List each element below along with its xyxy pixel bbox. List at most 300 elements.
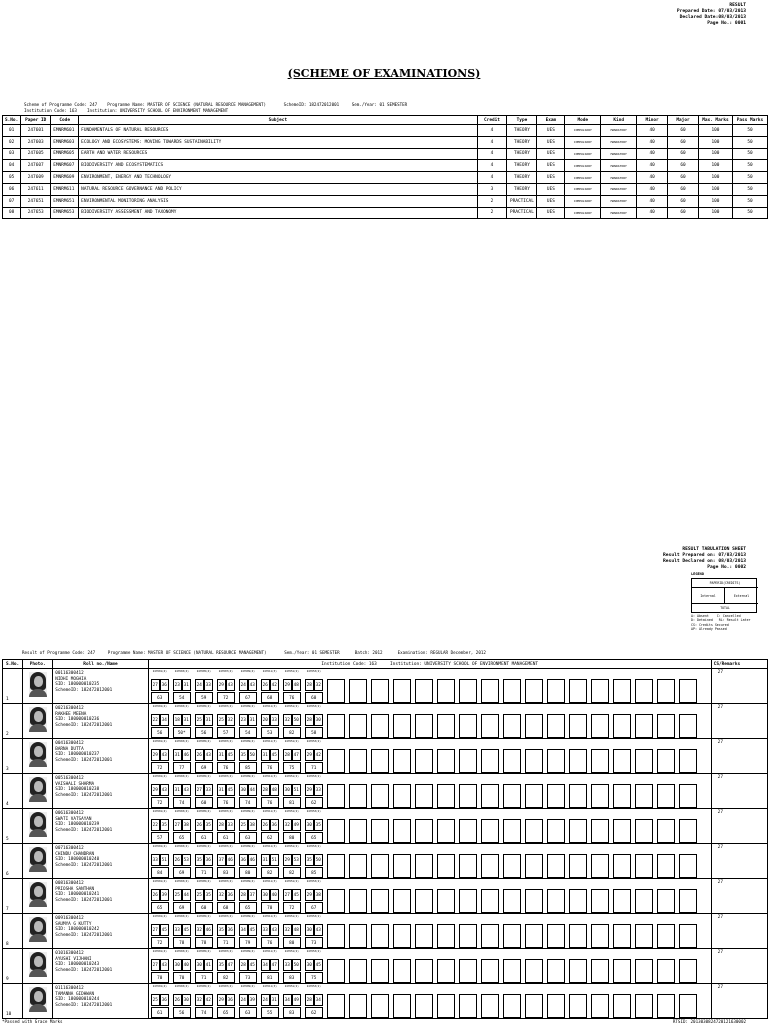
empty-paper-box [481, 714, 499, 738]
internal-mark: 28 [239, 889, 248, 901]
empty-paper-box [525, 784, 543, 808]
internal-mark: 26 [261, 819, 270, 831]
total-mark: 84 [151, 867, 169, 878]
scheme-cell: 03 [3, 148, 21, 160]
paper-id-label: 247601(4) [152, 985, 167, 988]
paper-id-label: 247651(2) [284, 915, 299, 918]
paper-id-label: 247601(4) [152, 845, 167, 848]
marks-grid [148, 914, 711, 949]
student-info [53, 739, 148, 774]
paper-id-label: 247609(4) [240, 985, 255, 988]
internal-mark: 27 [173, 819, 182, 831]
empty-paper-box [415, 679, 433, 703]
empty-paper-box [613, 714, 631, 738]
paper-id-label: 247653(2) [306, 985, 321, 988]
total-mark: 78 [173, 937, 191, 948]
external-mark: 39 [248, 994, 257, 1006]
marks-grid [148, 809, 711, 844]
external-mark: 51 [292, 784, 301, 796]
avatar [29, 882, 47, 907]
marks-grid [148, 879, 711, 914]
internal-mark: 27 [151, 679, 160, 691]
scheme-cell: COMPULSORY [565, 136, 601, 148]
empty-paper-box [613, 749, 631, 773]
empty-paper-box [679, 749, 697, 773]
external-mark: 33 [204, 679, 213, 691]
empty-paper-box [569, 819, 587, 843]
paper-id-label: 247603(4) [174, 985, 189, 988]
paper-id-label: 247611(3) [262, 985, 277, 988]
internal-mark: 32 [283, 714, 292, 726]
total-mark: 57 [217, 727, 235, 738]
empty-paper-box [635, 959, 653, 983]
empty-paper-box [327, 679, 345, 703]
sno-value: 8 [6, 942, 9, 947]
scheme-cell: COMPULSORY [565, 125, 601, 137]
paper-id-label: 247605(4) [196, 985, 211, 988]
result-table [2, 659, 768, 1019]
total-mark: 65 [239, 902, 257, 913]
legend-total: TOTAL [720, 606, 730, 610]
empty-paper-box [679, 819, 697, 843]
scheme-cell: 4 [477, 172, 507, 184]
empty-paper-box [437, 714, 455, 738]
empty-paper-box [393, 959, 411, 983]
empty-paper-box [591, 784, 609, 808]
total-mark: 82 [283, 867, 301, 878]
scheme-col-header: Max. Marks [698, 116, 732, 125]
scheme-cell: 40 [637, 195, 668, 207]
empty-paper-box [613, 994, 631, 1018]
total-mark: 85 [305, 867, 323, 878]
empty-paper-box [525, 959, 543, 983]
scheme-row [3, 125, 768, 137]
external-mark: 47 [226, 959, 235, 971]
empty-paper-box [437, 959, 455, 983]
empty-paper-box [327, 714, 345, 738]
student-name: PRIOSHA SANTHAN [55, 886, 95, 892]
external-mark: 43 [248, 679, 257, 691]
scheme-row [3, 207, 768, 219]
total-mark: 72 [151, 797, 169, 808]
empty-paper-box [635, 784, 653, 808]
legend-note: AP: Already Passed [691, 626, 727, 631]
paper-id-label: 247603(4) [174, 915, 189, 918]
total-mark: 70 [151, 972, 169, 983]
col-roll: Roll no./Name [53, 660, 148, 669]
empty-paper-box [437, 819, 455, 843]
internal-mark: 24 [261, 994, 270, 1006]
avatar [29, 777, 47, 802]
total-mark: 56 [195, 727, 213, 738]
student-name: NIDHI MOGHIA [55, 676, 87, 682]
total-mark: 65 [151, 902, 169, 913]
total-mark: 70 [261, 902, 279, 913]
empty-paper-box [679, 889, 697, 913]
scheme-cell: PRACTICAL [507, 195, 537, 207]
empty-paper-box [393, 784, 411, 808]
paper-id-label: 247601(4) [152, 915, 167, 918]
empty-paper-box [613, 854, 631, 878]
scheme-cell: UES [537, 148, 565, 160]
scheme-col-header: S.No. [3, 116, 21, 125]
empty-paper-box [437, 679, 455, 703]
total-mark: 76 [261, 937, 279, 948]
scheme-cell: 100 [698, 207, 732, 219]
student-name: TAMANNA GIDHWAN [55, 991, 95, 997]
external-mark: 43 [160, 784, 169, 796]
empty-paper-box [613, 959, 631, 983]
credits-secured: 27 [711, 914, 767, 949]
total-mark: 76 [283, 692, 301, 703]
empty-paper-box [547, 924, 565, 948]
total-mark: 63 [151, 692, 169, 703]
student-roll: 00516300412 [55, 776, 84, 781]
scheme-cell: THEORY [507, 172, 537, 184]
student-sid: SID: 180000010239 [55, 822, 100, 828]
empty-paper-box [349, 714, 367, 738]
empty-paper-box [371, 784, 389, 808]
external-mark: 48 [292, 679, 301, 691]
paper-id-label: 247653(2) [306, 775, 321, 778]
scheme-cell: 100 [698, 195, 732, 207]
total-mark: 69 [173, 902, 191, 913]
student-scheme: SchemeID: 182472012001 [55, 687, 113, 693]
empty-paper-box [503, 679, 521, 703]
external-mark: 53 [182, 854, 191, 866]
paper-id-label: 247607(4) [218, 880, 233, 883]
empty-paper-box [635, 749, 653, 773]
scheme-cell: 08 [3, 207, 21, 219]
internal-mark: 32 [283, 924, 292, 936]
total-mark: 81 [283, 797, 301, 808]
student-info [53, 774, 148, 809]
student-sno [3, 914, 23, 949]
paper-id-label: 247607(4) [218, 845, 233, 848]
scheme-col-header: Type [507, 116, 537, 125]
student-row [3, 844, 768, 879]
empty-paper-box [327, 854, 345, 878]
student-sid: SID: 180000010243 [55, 962, 100, 968]
paper-id-label: 247603(4) [174, 810, 189, 813]
scheme-meta-line1: Scheme of Programme Code: 247 Programme Name: MASTER OF SCIENCE (NATURAL RESOURCE MANAGEMENT) SchemeID: 182472012001 Sem./Year: 01 SEMESTER [24, 102, 408, 107]
internal-mark: 27 [151, 924, 160, 936]
student-sno [3, 949, 23, 984]
student-row [3, 984, 768, 1019]
external-mark: 31 [182, 679, 191, 691]
student-roll: 01116300412 [55, 986, 84, 991]
empty-paper-box [437, 994, 455, 1018]
student-name: SWATI VATSAYAN [55, 816, 92, 822]
total-mark: 71 [195, 867, 213, 878]
scheme-row [3, 136, 768, 148]
empty-paper-box [657, 854, 675, 878]
total-mark: 74 [173, 797, 191, 808]
external-mark: 48 [270, 784, 279, 796]
empty-paper-box [503, 889, 521, 913]
external-mark: 33 [314, 784, 323, 796]
scheme-cell: 247603 [21, 136, 51, 148]
internal-mark: 25 [195, 714, 204, 726]
empty-paper-box [569, 854, 587, 878]
scheme-cell: COMPULSORY [565, 148, 601, 160]
empty-paper-box [635, 924, 653, 948]
empty-paper-box [657, 924, 675, 948]
scheme-cell: BIODIVERSITY ASSESSMENT AND TAXONOMY [79, 207, 477, 219]
paper-id-label: 247609(4) [240, 880, 255, 883]
paper-id-label: 247651(2) [284, 670, 299, 673]
total-mark: 53 [261, 727, 279, 738]
external-mark: 42 [314, 749, 323, 761]
total-mark: 62 [261, 832, 279, 843]
external-mark: 48 [292, 924, 301, 936]
student-photo [23, 914, 53, 949]
total-mark: 69 [173, 867, 191, 878]
scheme-cell: 60 [668, 148, 699, 160]
empty-paper-box [481, 994, 499, 1018]
empty-paper-box [327, 819, 345, 843]
internal-mark: 25 [195, 889, 204, 901]
internal-mark: 26 [261, 679, 270, 691]
paper-id-label: 247601(4) [152, 775, 167, 778]
empty-paper-box [547, 784, 565, 808]
total-mark: 76 [217, 797, 235, 808]
internal-mark: 32 [195, 994, 204, 1006]
empty-paper-box [635, 854, 653, 878]
student-name: SAUMYA G KUTTY [55, 921, 92, 927]
marks-grid [148, 984, 711, 1019]
empty-paper-box [349, 819, 367, 843]
student-sno [3, 879, 23, 914]
scheme-cell: COMPULSORY [565, 160, 601, 172]
scheme-cell: 2 [477, 195, 507, 207]
paper-id-label: 247605(4) [196, 670, 211, 673]
empty-paper-box [569, 889, 587, 913]
internal-mark: 30 [261, 889, 270, 901]
marks-grid [148, 669, 711, 704]
student-sid: SID: 180000010235 [55, 682, 100, 688]
paper-id-label: 247611(3) [262, 705, 277, 708]
scheme-cell: 100 [698, 136, 732, 148]
internal-mark: 30 [305, 959, 314, 971]
legend-title: LEGEND [691, 572, 704, 576]
col-cs: CS/Remarks [711, 660, 767, 669]
result-meta: Result of Programme Code: 247 Programme Name: MASTER OF SCIENCE (NATURAL RESOURCE MANAGEMENT) Sem./Year: 01 SEMESTER Batch: 2012 Examination: REGULAR December, 2012 [22, 650, 486, 655]
empty-paper-box [459, 679, 477, 703]
student-row [3, 879, 768, 914]
total-mark: 56 [151, 727, 169, 738]
total-mark: 65 [173, 832, 191, 843]
total-mark: 60 [305, 692, 323, 703]
student-name: CHINDU CHANDRAN [55, 851, 95, 857]
scheme-cell: MANDATORY [601, 195, 637, 207]
student-row [3, 704, 768, 739]
external-mark: 31 [204, 714, 213, 726]
external-mark: 47 [270, 959, 279, 971]
scheme-cell: 40 [637, 207, 668, 219]
empty-paper-box [525, 679, 543, 703]
scheme-cell: 247653 [21, 207, 51, 219]
student-row [3, 669, 768, 704]
avatar [29, 917, 47, 942]
student-photo [23, 984, 53, 1019]
scheme-row [3, 160, 768, 172]
empty-paper-box [371, 819, 389, 843]
paper-id-label: 247653(2) [306, 705, 321, 708]
marks-grid [148, 844, 711, 879]
student-photo [23, 809, 53, 844]
external-mark: 46 [248, 854, 257, 866]
empty-paper-box [415, 959, 433, 983]
empty-paper-box [547, 854, 565, 878]
external-mark: 40 [182, 959, 191, 971]
empty-paper-box [349, 784, 367, 808]
external-mark: 46 [226, 854, 235, 866]
empty-paper-box [591, 749, 609, 773]
empty-paper-box [371, 714, 389, 738]
paper-id-label: 247609(4) [240, 740, 255, 743]
empty-paper-box [459, 959, 477, 983]
total-mark: 72 [151, 762, 169, 773]
paper-id-label: 247607(4) [218, 740, 233, 743]
scheme-row [3, 148, 768, 160]
student-scheme: SchemeID: 182472012001 [55, 967, 113, 973]
legend-internal: Internal [692, 588, 725, 604]
internal-mark: 30 [195, 959, 204, 971]
scheme-cell: MANDATORY [601, 125, 637, 137]
total-mark: 75 [305, 972, 323, 983]
student-scheme: SchemeID: 182472012001 [55, 722, 113, 728]
empty-paper-box [481, 784, 499, 808]
student-sid: SID: 180000010242 [55, 927, 100, 933]
external-mark: 35 [314, 819, 323, 831]
empty-paper-box [503, 784, 521, 808]
empty-paper-box [503, 854, 521, 878]
credits-secured: 27 [711, 739, 767, 774]
scheme-cell: 40 [637, 125, 668, 137]
external-mark: 43 [270, 924, 279, 936]
student-info [53, 704, 148, 739]
marks-grid [148, 949, 711, 984]
empty-paper-box [503, 749, 521, 773]
paper-id-label: 247601(4) [152, 810, 167, 813]
scheme-meta [24, 102, 407, 114]
total-mark: 75 [283, 762, 301, 773]
student-info [53, 844, 148, 879]
legend-note: A: Absent C: Cancelled [691, 614, 741, 618]
credits-secured: 27 [711, 809, 767, 844]
internal-mark: 24 [195, 679, 204, 691]
scheme-cell: 4 [477, 148, 507, 160]
internal-mark: 28 [217, 819, 226, 831]
empty-paper-box [459, 714, 477, 738]
total-mark: 71 [305, 762, 323, 773]
result-prepared: Result Prepared on: 07/03/2013 [663, 553, 746, 558]
scheme-col-header: Credit [477, 116, 507, 125]
result-table-header [3, 660, 768, 669]
external-mark: 36 [226, 994, 235, 1006]
sno-value: 9 [6, 977, 9, 982]
external-mark: 32 [314, 679, 323, 691]
total-mark: 71 [195, 972, 213, 983]
empty-paper-box [525, 924, 543, 948]
scheme-col-header: Pass Marks [732, 116, 767, 125]
sno-value: 7 [6, 907, 9, 912]
total-mark: 61 [217, 832, 235, 843]
external-mark: 45 [160, 924, 169, 936]
external-mark: 50 [292, 714, 301, 726]
paper-id-label: 247605(4) [196, 740, 211, 743]
paper-id-label: 247651(2) [284, 880, 299, 883]
scheme-cell: ENVIRONMENT, ENERGY AND TECHNOLOGY [79, 172, 477, 184]
paper-id-label: 247603(4) [174, 740, 189, 743]
empty-paper-box [393, 679, 411, 703]
sno-value: 10 [6, 1012, 12, 1017]
empty-paper-box [657, 994, 675, 1018]
external-mark: 43 [226, 679, 235, 691]
external-mark: 33 [226, 819, 235, 831]
external-mark: 45 [226, 784, 235, 796]
student-roll: 00916300412 [55, 916, 84, 921]
scheme-table-header [3, 116, 768, 125]
internal-mark: 28 [305, 994, 314, 1006]
empty-paper-box [349, 994, 367, 1018]
empty-paper-box [635, 819, 653, 843]
internal-mark: 29 [305, 889, 314, 901]
empty-paper-box [569, 714, 587, 738]
total-mark: 56 [173, 1007, 191, 1018]
scheme-col-header: Exam [537, 116, 565, 125]
external-mark: 40 [270, 889, 279, 901]
paper-id-label: 247611(3) [262, 915, 277, 918]
scheme-cell: EMNRM603 [51, 136, 79, 148]
scheme-cell: FUNDAMENTALS OF NATURAL RESOURCES [79, 125, 477, 137]
scheme-cell: EMNRM601 [51, 125, 79, 137]
empty-paper-box [635, 714, 653, 738]
scheme-cell: THEORY [507, 148, 537, 160]
empty-paper-box [481, 819, 499, 843]
paper-id-label: 247607(4) [218, 775, 233, 778]
paper-id-label: 247611(3) [262, 845, 277, 848]
external-mark: 37 [248, 889, 257, 901]
doc-type: RESULT [729, 3, 746, 8]
empty-paper-box [327, 784, 345, 808]
total-mark: 83 [283, 1007, 301, 1018]
external-mark: 36 [226, 889, 235, 901]
scheme-cell: EMNRM651 [51, 195, 79, 207]
empty-paper-box [613, 819, 631, 843]
internal-mark: 35 [195, 854, 204, 866]
scheme-cell: 100 [698, 148, 732, 160]
total-mark: 79 [239, 937, 257, 948]
credits-secured: 27 [711, 844, 767, 879]
empty-paper-box [679, 959, 697, 983]
paper-id-label: 247609(4) [240, 915, 255, 918]
scheme-cell: 2 [477, 207, 507, 219]
external-mark: 38 [248, 819, 257, 831]
paper-id-label: 247611(3) [262, 810, 277, 813]
total-mark: 62 [305, 797, 323, 808]
external-mark: 50 [292, 959, 301, 971]
student-info [53, 809, 148, 844]
scheme-cell: 60 [668, 125, 699, 137]
empty-paper-box [591, 679, 609, 703]
external-mark: 35 [204, 889, 213, 901]
internal-mark: 26 [173, 854, 182, 866]
sno-value: 3 [6, 767, 9, 772]
total-mark: 69 [195, 762, 213, 773]
total-mark: 76 [261, 797, 279, 808]
